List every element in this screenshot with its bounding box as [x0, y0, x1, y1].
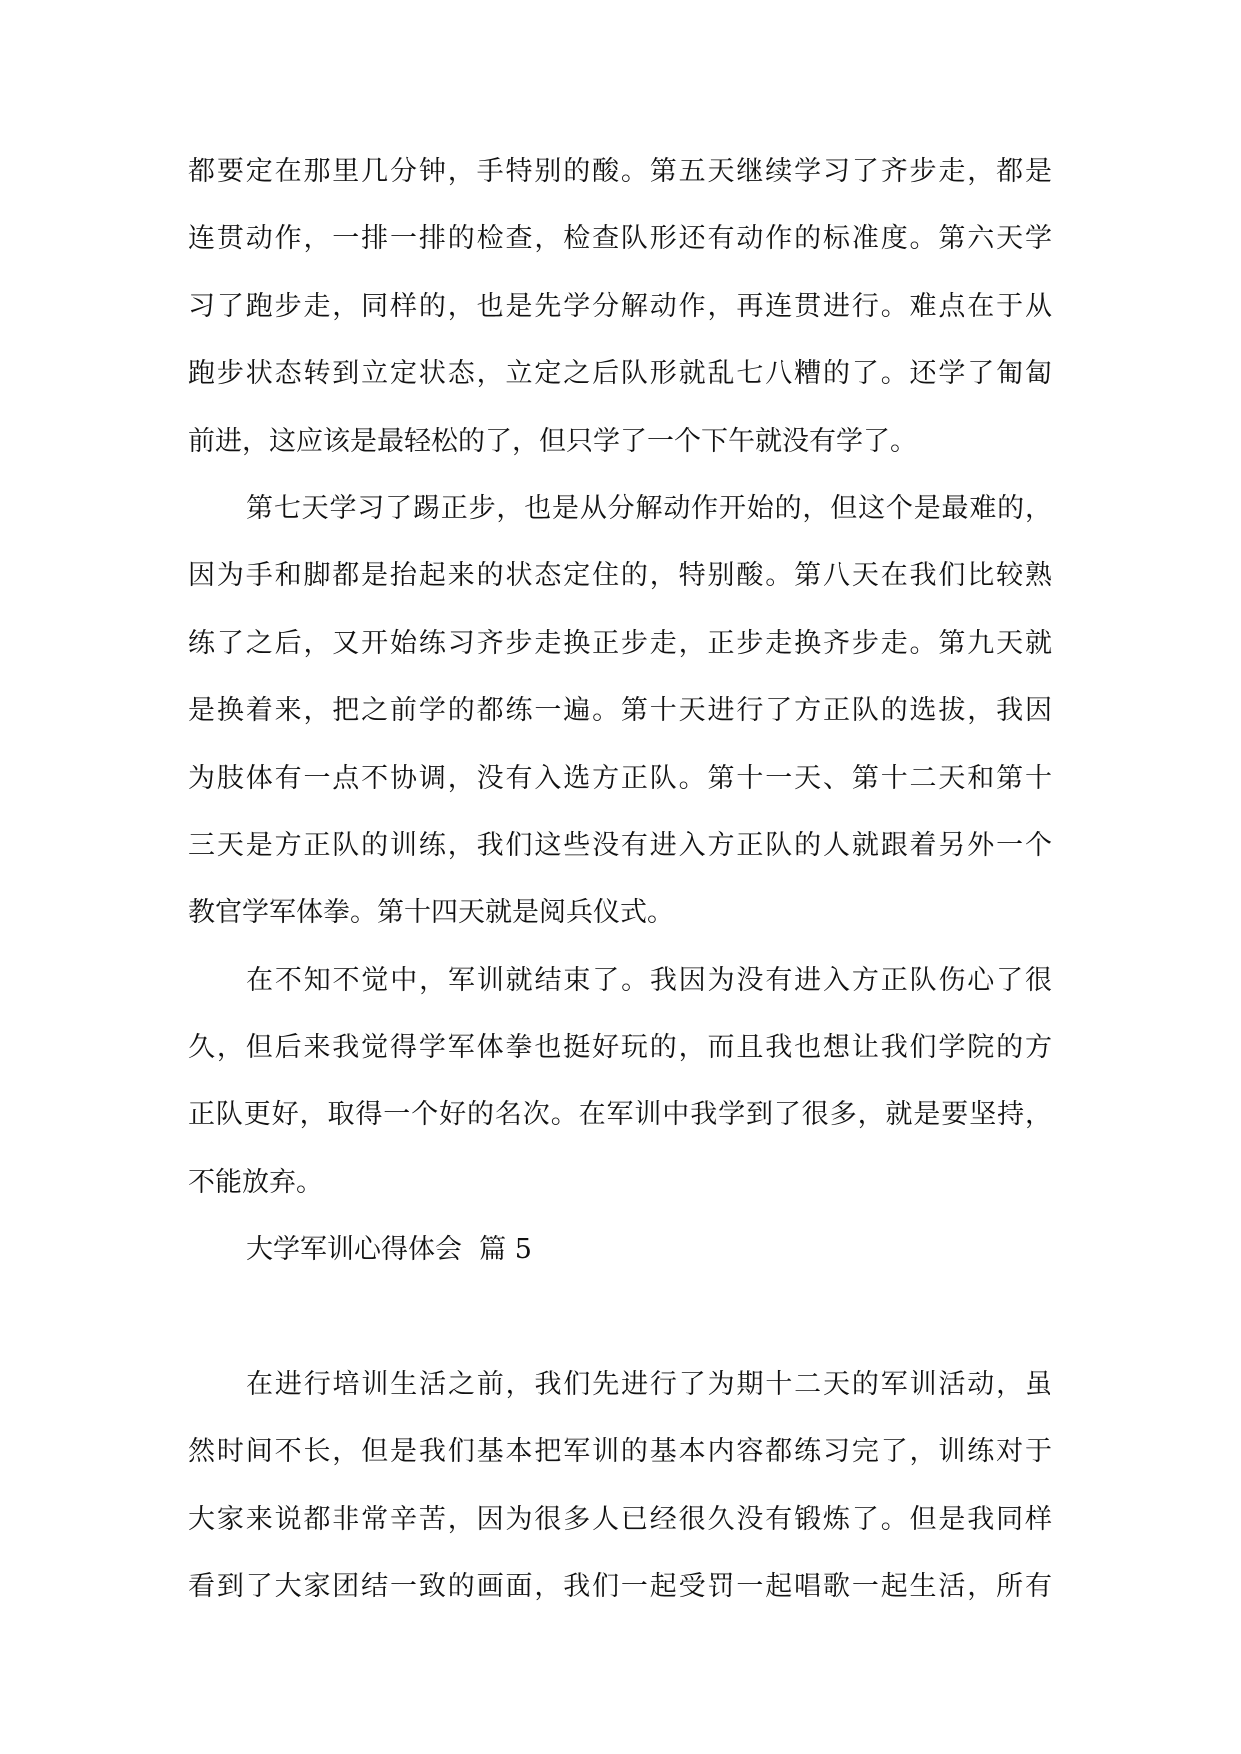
text-line: 不能放弃。: [188, 1166, 323, 1198]
text-line: 在不知不觉中，军训就结束了。我因为没有进入方正队伤心了很: [246, 964, 1052, 996]
text-line: 因为手和脚都是抬起来的状态定住的，特别酸。第八天在我们比较熟: [188, 560, 1052, 592]
paragraph: [188, 154, 1052, 491]
text-line: 前进，这应该是最轻松的了，但只学了一个下午就没有学了。: [188, 425, 917, 457]
text-line: 是换着来，把之前学的都练一遍。第十天进行了方正队的选拔，我因: [188, 695, 1052, 727]
blank-line: [188, 1300, 1052, 1367]
text-line: 为肢体有一点不协调，没有入选方正队。第十一天、第十二天和第十: [188, 762, 1052, 794]
text-line: 大家来说都非常辛苦，因为很多人已经很久没有锻炼了。但是我同样: [188, 1503, 1052, 1535]
text-line: 久，但后来我觉得学军体拳也挺好玩的，而且我也想让我们学院的方: [188, 1032, 1052, 1064]
text-line: 然时间不长，但是我们基本把军训的基本内容都练习完了，训练对于: [188, 1436, 1052, 1468]
text-line: 习了跑步走，同样的，也是先学分解动作，再连贯进行。难点在于从: [188, 290, 1052, 322]
text-line: 正队更好，取得一个好的名次。在军训中我学到了很多，就是要坚持，: [188, 1099, 1052, 1131]
text-line: 三天是方正队的训练，我们这些没有进入方正队的人就跟着另外一个: [188, 829, 1052, 861]
text-line: 连贯动作，一排一排的检查，检查队形还有动作的标准度。第六天学: [188, 223, 1052, 255]
text-line: 在进行培训生活之前，我们先进行了为期十二天的军训活动，虽: [246, 1369, 1052, 1401]
paragraph: [188, 963, 1052, 1233]
document-body: [188, 154, 1052, 1637]
text-line: 看到了大家团结一致的画面，我们一起受罚一起唱歌一起生活，所有: [188, 1571, 1052, 1603]
paragraph: [188, 491, 1052, 963]
section-heading: 大学军训心得体会 篇 5: [246, 1234, 532, 1266]
text-line: 教官学军体拳。第十四天就是阅兵仪式。: [188, 897, 674, 929]
paragraph: [188, 1367, 1052, 1637]
text-line: 跑步状态转到立定状态，立定之后队形就乱七八糟的了。还学了匍匐: [188, 358, 1052, 390]
text-line: 第七天学习了踢正步，也是从分解动作开始的，但这个是最难的，: [246, 492, 1052, 524]
text-line: 练了之后，又开始练习齐步走换正步走，正步走换齐步走。第九天就: [188, 627, 1052, 659]
text-line: 都要定在那里几分钟，手特别的酸。第五天继续学习了齐步走，都是: [188, 156, 1052, 187]
